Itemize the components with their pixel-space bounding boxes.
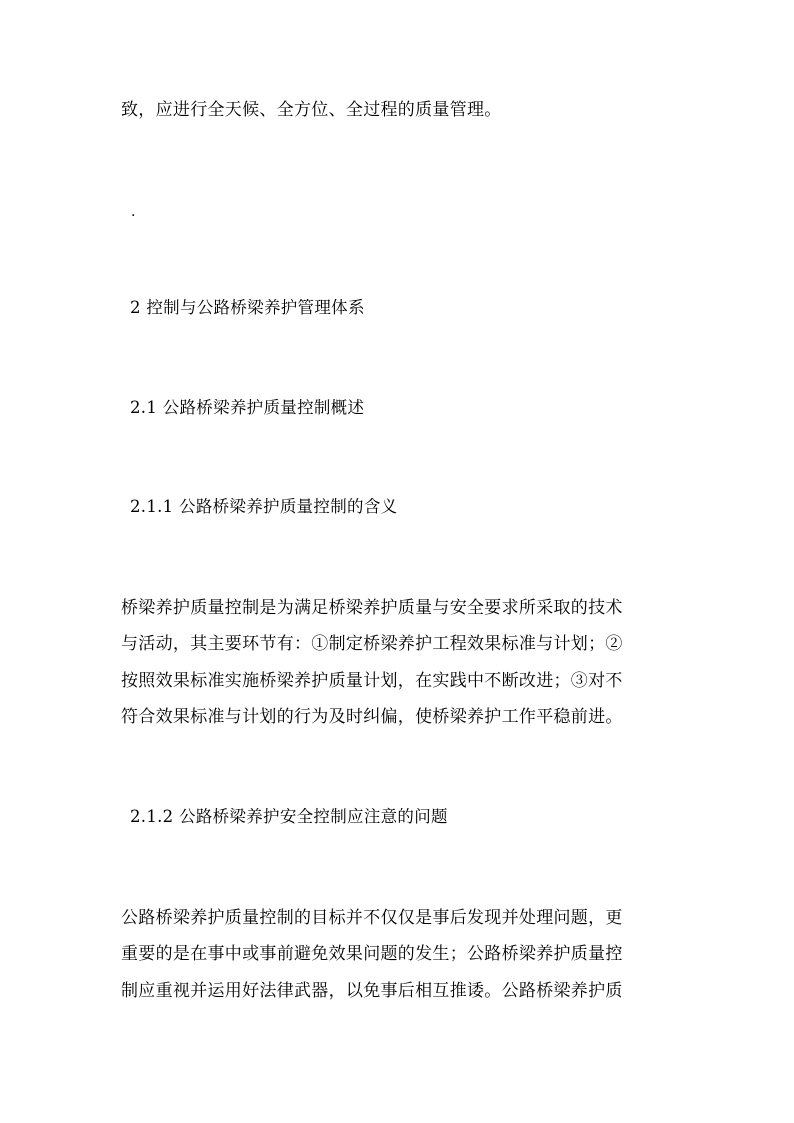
paragraph-line: 制应重视并运用好法律武器，以免事后相互推诿。公路桥梁养护质 [121, 981, 623, 1001]
paragraph-line: 致，应进行全天候、全方位、全过程的质量管理。 [121, 100, 502, 120]
section-heading-2-1-2: 2.1.2 公路桥梁养护安全控制应注意的问题 [130, 807, 448, 826]
section-heading-2-1: 2.1 公路桥梁养护质量控制概述 [130, 398, 365, 417]
paragraph-line: 重要的是在事中或事前避免效果问题的发生；公路桥梁养护质量控 [121, 944, 623, 964]
paragraph-line: 符合效果标准与计划的行为及时纠偏，使桥梁养护工作平稳前进。 [121, 707, 623, 727]
separator-dot: . [131, 204, 136, 220]
paragraph-line: 按照效果标准实施桥梁养护质量计划，在实践中不断改进；③对不 [121, 671, 623, 691]
section-heading-2: 2 控制与公路桥梁养护管理体系 [130, 298, 365, 317]
paragraph-line: 桥梁养护质量控制是为满足桥梁养护质量与安全要求所采取的技术 [121, 598, 623, 618]
section-heading-2-1-1: 2.1.1 公路桥梁养护质量控制的含义 [130, 497, 398, 516]
paragraph-line: 公路桥梁养护质量控制的目标并不仅仅是事后发现并处理问题，更 [121, 908, 623, 928]
paragraph-line: 与活动，其主要环节有：①制定桥梁养护工程效果标准与计划；② [121, 634, 623, 654]
